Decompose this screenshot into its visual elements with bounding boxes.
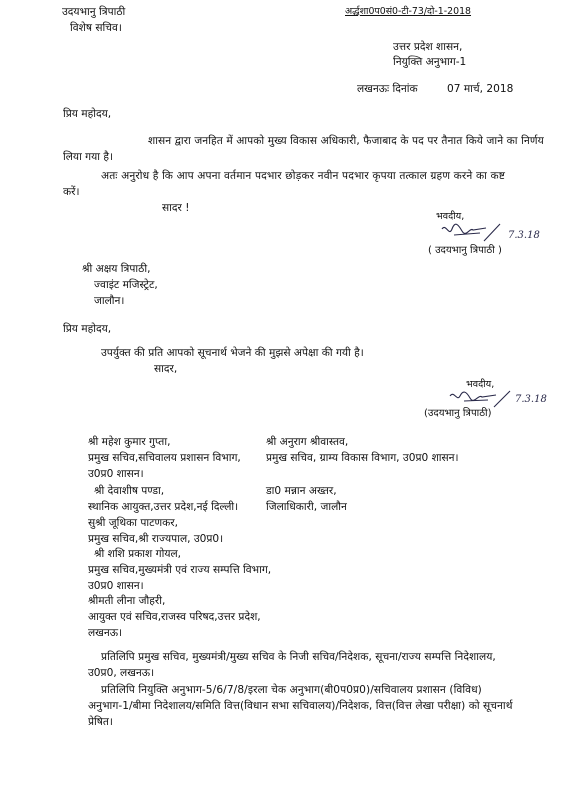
addressee-line-1: श्री अक्षय त्रिपाठी, bbox=[82, 263, 151, 275]
recipient-right-2: प्रमुख सचिव, ग्राम्य विकास विभाग, उ0प्र0 शासन। bbox=[266, 452, 459, 464]
recipient-left-13: लखनऊ। bbox=[88, 627, 123, 639]
recipient-left-5: स्थानिक आयुक्त,उत्तर प्रदेश,नई दिल्ली। bbox=[88, 501, 239, 513]
handwritten-signature-1 bbox=[440, 221, 510, 246]
recipient-left-8: श्री शशि प्रकाश गोयल, bbox=[94, 548, 182, 560]
letter-date: 07 मार्च, 2018 bbox=[447, 83, 514, 95]
government-name: उत्तर प्रदेश शासन, bbox=[393, 41, 463, 53]
recipient-left-4: श्री देवाशीष पण्डा, bbox=[94, 485, 165, 497]
closing-sadar: सादर ! bbox=[162, 202, 190, 214]
recipient-left-6: सुश्री जूथिका पाटणकर, bbox=[88, 517, 178, 529]
copy-2-line-1: प्रतिलिपि नियुक्ति अनुभाग-5/6/7/8/इरला चेक अनुभाग(बी0प0प्र0)/सचिवालय प्रशासन (विविध) bbox=[101, 684, 482, 696]
copy-2-line-3: प्रेषित। bbox=[88, 716, 113, 728]
closing-sadar-2: सादर, bbox=[154, 363, 178, 375]
salutation: प्रिय महोदय, bbox=[63, 108, 112, 120]
addressee-line-2: ज्वाइंट मजिस्ट्रेट, bbox=[94, 279, 158, 291]
copy-2-line-2: अनुभाग-1/बीमा निदेशालय/समिति वित्त(विधान सभा सचिवालय)/निदेशक, वित्त(वित्त लेखा परीक्षा) को सूचनार्थ bbox=[88, 700, 513, 712]
body-paragraph-2-cont: करें। bbox=[63, 186, 80, 198]
recipient-left-10: उ0प्र0 शासन। bbox=[88, 580, 144, 592]
recipient-left-7: प्रमुख सचिव,श्री राज्यपाल, उ0प्र0। bbox=[88, 533, 224, 545]
copy-1-line-2: उ0प्र0, लखनऊ। bbox=[88, 667, 155, 679]
reference-number: अर्द्धशा0प0सं0-टी-73/दो-1-2018 bbox=[345, 6, 472, 17]
recipient-left-11: श्रीमती लीना जौहरी, bbox=[88, 595, 166, 607]
addressee-line-3: जालौन। bbox=[94, 295, 125, 307]
place-date-label: लखनऊः दिनांक bbox=[357, 83, 418, 95]
signature-date-2: 7.3.18 bbox=[515, 394, 547, 405]
copy-1-line-1: प्रतिलिपि प्रमुख सचिव, मुख्यमंत्री/मुख्य सचिव के निजी सचिव/निदेशक, सूचना/राज्य सम्पत्ति निदेशालय, bbox=[101, 651, 496, 663]
signatory-name-2: (उदयभानु त्रिपाठी) bbox=[424, 408, 492, 419]
department-name: नियुक्ति अनुभाग-1 bbox=[393, 56, 467, 68]
valediction-2: भवदीय, bbox=[466, 379, 495, 390]
recipient-left-12: आयुक्त एवं सचिव,राजस्व परिषद,उत्तर प्रदेश, bbox=[88, 611, 261, 623]
recipient-right-1: श्री अनुराग श्रीवास्तव, bbox=[266, 436, 349, 448]
salutation-2: प्रिय महोदय, bbox=[63, 323, 112, 335]
recipient-left-3: उ0प्र0 शासन। bbox=[88, 468, 144, 480]
recipient-right-4: डा0 मन्नान अख्तर, bbox=[266, 485, 337, 497]
sender-designation: विशेष सचिव। bbox=[70, 22, 122, 34]
recipient-left-9: प्रमुख सचिव,मुख्यमंत्री एवं राज्य सम्पत्ति विभाग, bbox=[88, 564, 272, 576]
forwarding-text: उपर्युक्त की प्रति आपको सूचनार्थ भेजने की मुझसे अपेक्षा की गयी है। bbox=[101, 347, 364, 359]
sender-name: उदयभानु त्रिपाठी bbox=[62, 6, 126, 18]
recipient-left-1: श्री महेश कुमार गुप्ता, bbox=[88, 436, 171, 448]
body-paragraph-2: अतः अनुरोध है कि आप अपना वर्तमान पदभार छोड़कर नवीन पदभार कृपया तत्काल ग्रहण करने का कष्ट bbox=[101, 170, 506, 182]
signature-date: 7.3.18 bbox=[508, 230, 540, 241]
body-paragraph-1-cont: लिया गया है। bbox=[63, 151, 114, 163]
recipient-left-2: प्रमुख सचिव,सचिवालय प्रशासन विभाग, bbox=[88, 452, 241, 464]
valediction: भवदीय, bbox=[436, 211, 465, 222]
body-paragraph-1: शासन द्वारा जनहित में आपको मुख्य विकास अधिकारी, फैजाबाद के पद पर तैनात किये जाने का निर्णय bbox=[148, 135, 544, 147]
signatory-name: ( उदयभानु त्रिपाठी ) bbox=[428, 245, 502, 256]
recipient-right-5: जिलाधिकारी, जालौन bbox=[266, 501, 347, 513]
